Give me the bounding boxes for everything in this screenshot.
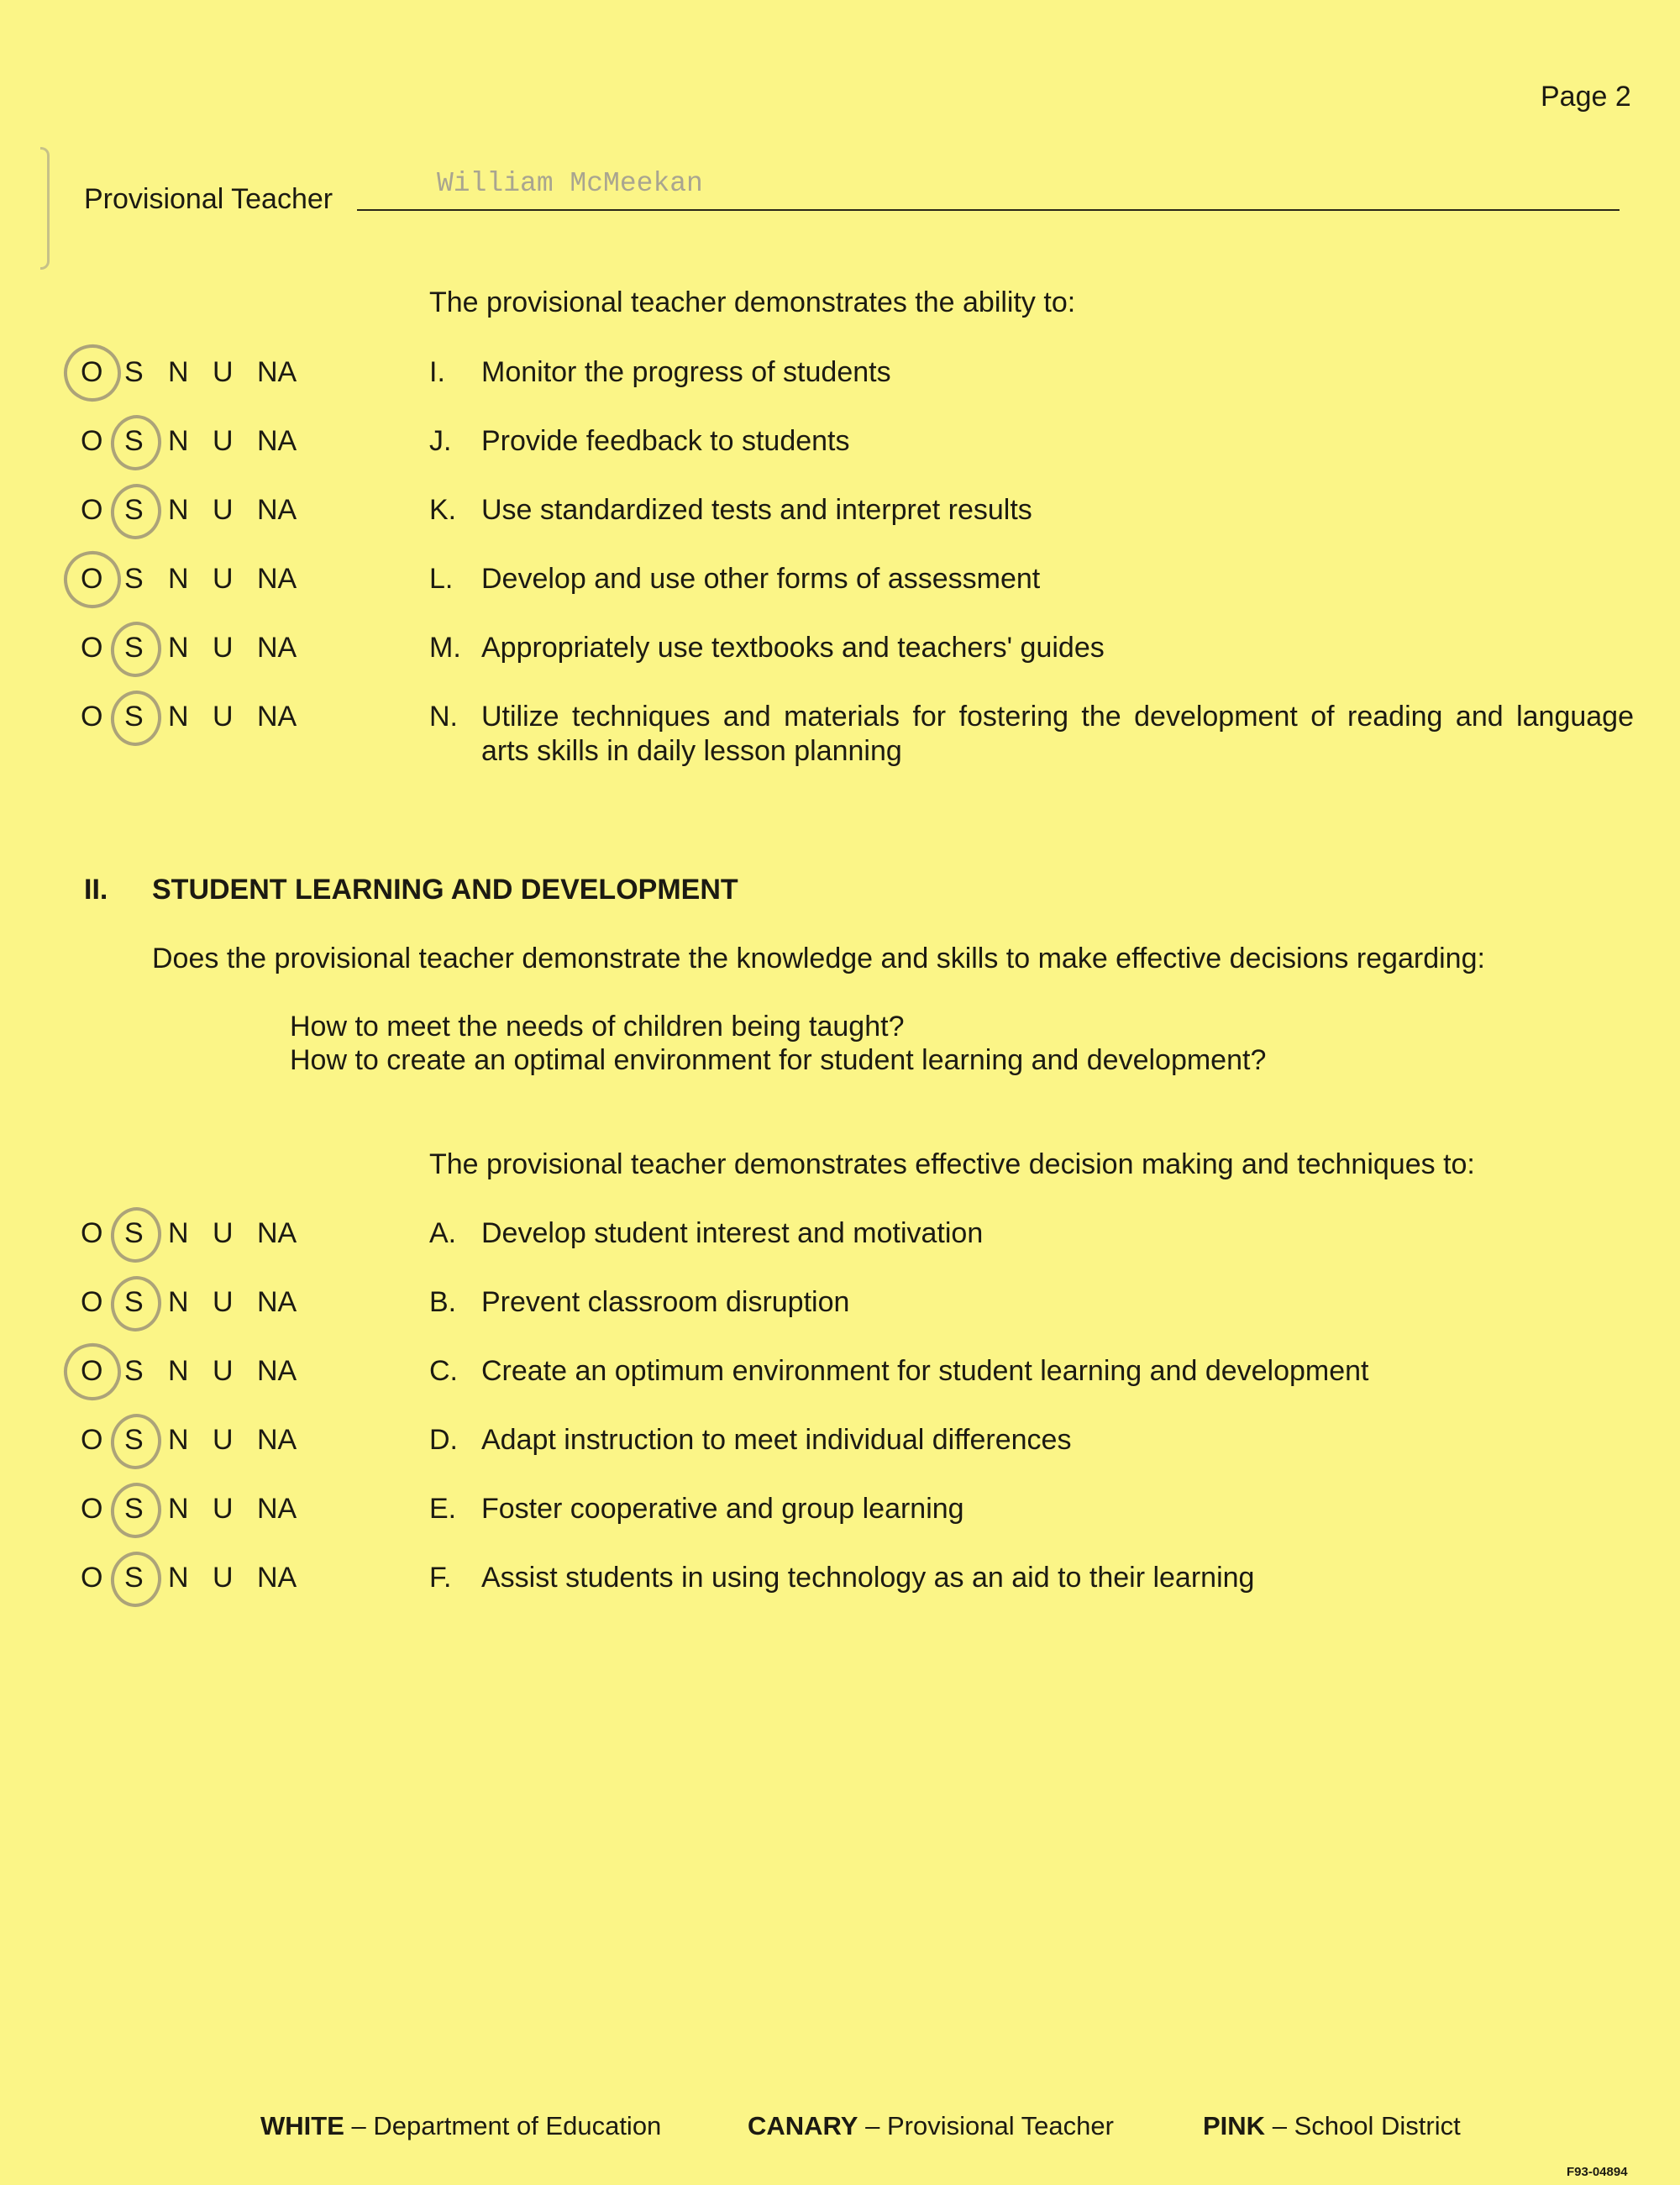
rating-option-na[interactable]: NA [257,563,297,595]
copy-color: WHITE [260,2111,344,2140]
rating-option-o[interactable]: O [81,1286,103,1318]
rating-scale[interactable] [81,701,333,738]
copy-color: PINK [1203,2111,1266,2140]
rating-option-n[interactable]: N [168,1286,189,1318]
rating-option-o[interactable]: O [81,1562,103,1594]
footer-distribution-pink [1203,2111,1461,2141]
item-letter: M. [429,632,461,664]
rating-option-s[interactable]: S [124,1562,144,1594]
rating-option-s[interactable]: S [124,356,144,388]
item-letter: E. [429,1493,457,1525]
copy-recipient: School District [1294,2111,1461,2140]
rating-option-u[interactable]: U [213,1217,234,1249]
teacher-name-underline [357,209,1620,211]
rating-option-o[interactable]: O [81,494,103,526]
rating-option-n[interactable]: N [168,494,189,526]
item-text: Prevent classroom disruption [481,1286,850,1318]
rating-option-o[interactable]: O [81,1493,103,1525]
rating-option-s[interactable]: S [124,1217,144,1249]
rating-option-o[interactable]: O [81,1355,103,1387]
section-i-intro: The provisional teacher demonstrates the ability to: [429,286,1076,318]
item-letter: K. [429,494,457,526]
rating-option-na[interactable]: NA [257,1424,297,1456]
rating-option-s[interactable]: S [124,425,144,457]
rating-option-na[interactable]: NA [257,1355,297,1387]
rating-option-o[interactable]: O [81,1217,103,1249]
form-code: F93-04894 [1567,2165,1628,2179]
footer-distribution-white [260,2111,661,2141]
rating-option-n[interactable]: N [168,1355,189,1387]
item-letter: C. [429,1355,458,1387]
section-title: STUDENT LEARNING AND DEVELOPMENT [152,874,738,906]
item-text: Create an optimum environment for student learning and development [481,1355,1369,1387]
rating-option-o[interactable]: O [81,1424,103,1456]
copy-separator: – [351,2111,366,2140]
rating-scale[interactable] [81,1217,333,1254]
copy-recipient: Provisional Teacher [886,2111,1114,2140]
rating-option-n[interactable]: N [168,1493,189,1525]
rating-option-u[interactable]: U [213,494,234,526]
rating-option-na[interactable]: NA [257,356,297,388]
item-text: Use standardized tests and interpret results [481,494,1032,526]
rating-option-u[interactable]: U [213,1562,234,1594]
item-text: Develop student interest and motivation [481,1217,984,1249]
item-letter: N. [429,701,458,733]
rating-scale[interactable] [81,1355,333,1392]
teacher-label: Provisional Teacher [84,183,333,215]
item-text: Provide feedback to students [481,425,850,457]
rating-option-na[interactable]: NA [257,632,297,664]
section-number: II. [84,874,108,906]
rating-option-n[interactable]: N [168,1424,189,1456]
rating-option-u[interactable]: U [213,1286,234,1318]
rating-option-o[interactable]: O [81,701,103,733]
rating-option-s[interactable]: S [124,1286,144,1318]
copy-recipient: Department of Education [373,2111,662,2140]
rating-option-u[interactable]: U [213,1355,234,1387]
rating-scale[interactable] [81,425,333,462]
rating-scale[interactable] [81,1562,333,1599]
rating-option-na[interactable]: NA [257,1562,297,1594]
item-letter: L. [429,563,454,595]
rating-option-na[interactable]: NA [257,494,297,526]
rating-option-u[interactable]: U [213,1424,234,1456]
item-letter: I. [429,356,445,388]
item-text: Appropriately use textbooks and teachers' guides [481,632,1105,664]
rating-option-u[interactable]: U [213,632,234,664]
rating-option-na[interactable]: NA [257,1217,297,1249]
item-letter: D. [429,1424,458,1456]
rating-option-n[interactable]: N [168,1562,189,1594]
item-text: Assist students in using technology as an aid to their learning [481,1562,1255,1594]
item-letter: A. [429,1217,457,1249]
rating-scale[interactable] [81,1286,333,1323]
rating-scale[interactable] [81,563,333,600]
item-text: Utilize techniques and materials for fostering the development of reading and language arts skills in daily lesson planning [481,701,1634,767]
rating-option-n[interactable]: N [168,563,189,595]
rating-option-s[interactable]: S [124,1493,144,1525]
section-question: Does the provisional teacher demonstrate the knowledge and skills to make effective decisions regarding: [152,943,1485,974]
teacher-name-field[interactable]: William McMeekan [437,168,703,199]
rating-option-s[interactable]: S [124,563,144,595]
rating-option-o[interactable]: O [81,632,103,664]
copy-color: CANARY [748,2111,858,2140]
rating-scale[interactable] [81,632,333,669]
item-text: Adapt instruction to meet individual differences [481,1424,1072,1456]
rating-option-n[interactable]: N [168,356,189,388]
rating-scale[interactable] [81,1493,333,1530]
item-text: Monitor the progress of students [481,356,891,388]
item-text: Foster cooperative and group learning [481,1493,964,1525]
rating-option-o[interactable]: O [81,425,103,457]
section-ii-intro: The provisional teacher demonstrates effective decision making and techniques to: [429,1148,1475,1180]
rating-option-na[interactable]: NA [257,701,297,733]
rating-scale[interactable] [81,356,333,393]
rating-option-na[interactable]: NA [257,1493,297,1525]
item-letter: B. [429,1286,457,1318]
item-text: Develop and use other forms of assessment [481,563,1041,595]
rating-option-s[interactable]: S [124,701,144,733]
rating-scale[interactable] [81,494,333,531]
rating-option-s[interactable]: S [124,1424,144,1456]
rating-option-o[interactable]: O [81,356,103,388]
item-letter: F. [429,1562,452,1594]
sub-question: How to meet the needs of children being taught? [290,1011,905,1043]
footer-distribution-canary [748,2111,1114,2141]
rating-option-o[interactable]: O [81,563,103,595]
rating-option-u[interactable]: U [213,425,234,457]
rating-option-n[interactable]: N [168,701,189,733]
copy-separator: – [865,2111,880,2140]
rating-option-s[interactable]: S [124,1355,144,1387]
copy-separator: – [1272,2111,1287,2140]
rating-option-na[interactable]: NA [257,425,297,457]
staple-mark [40,147,50,270]
rating-option-n[interactable]: N [168,425,189,457]
rating-option-s[interactable]: S [124,494,144,526]
rating-option-u[interactable]: U [213,701,234,733]
rating-option-u[interactable]: U [213,563,234,595]
rating-option-n[interactable]: N [168,632,189,664]
rating-option-u[interactable]: U [213,356,234,388]
rating-option-na[interactable]: NA [257,1286,297,1318]
rating-option-u[interactable]: U [213,1493,234,1525]
item-letter: J. [429,425,452,457]
page-number: Page 2 [1541,81,1631,113]
sub-question: How to create an optimal environment for student learning and development? [290,1044,1267,1076]
rating-scale[interactable] [81,1424,333,1461]
rating-option-n[interactable]: N [168,1217,189,1249]
rating-option-s[interactable]: S [124,632,144,664]
